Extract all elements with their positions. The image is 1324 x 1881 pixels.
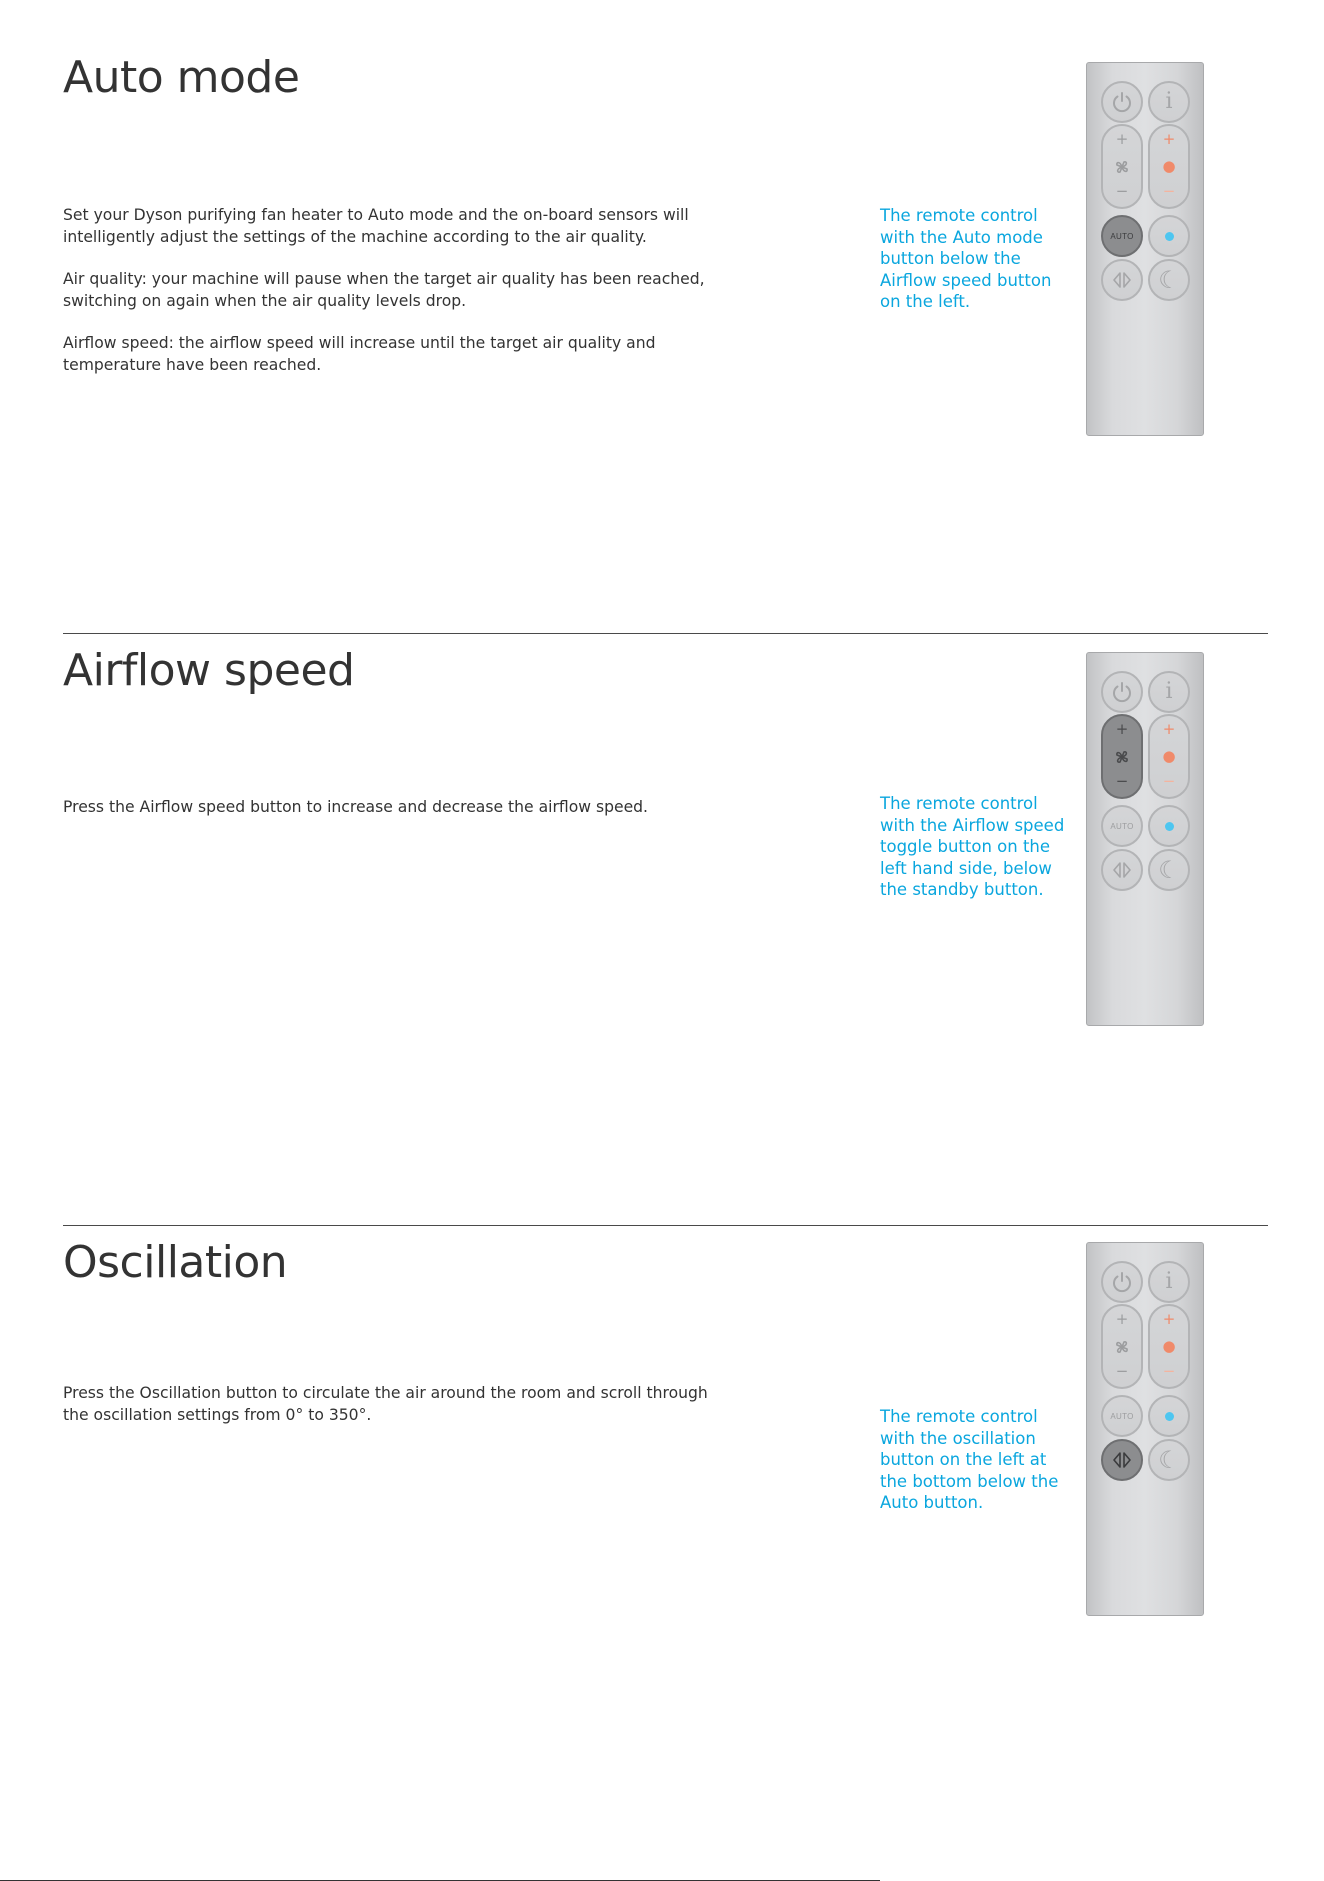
instruction-section bbox=[0, 1186, 1324, 1778]
heat-button bbox=[1148, 1304, 1190, 1389]
body-paragraph: Airflow speed: the airflow speed will increase until the target air quality and temperature have been reached. bbox=[63, 334, 656, 374]
airflow-speed-button bbox=[1101, 124, 1143, 209]
body-paragraph: Press the Airflow speed button to increase and decrease the airflow speed. bbox=[63, 798, 649, 816]
oscillation-button bbox=[1101, 259, 1143, 301]
fan-icon bbox=[1103, 1339, 1141, 1355]
fan-icon bbox=[1103, 159, 1141, 175]
plus-icon: + bbox=[1162, 720, 1176, 738]
auto-icon: AUTO bbox=[1110, 1411, 1134, 1421]
heat-icon: ● bbox=[1162, 1337, 1176, 1355]
oscillation-icon bbox=[1110, 268, 1134, 292]
remote-control-illustration bbox=[1086, 1242, 1204, 1616]
plus-icon: + bbox=[1162, 1310, 1176, 1328]
body-paragraph: Air quality: your machine will pause when the target air quality has been reached, switching on again when the air quality levels drop. bbox=[63, 270, 705, 310]
info-icon: i bbox=[1165, 1269, 1173, 1294]
section-body bbox=[63, 1383, 713, 1447]
power-icon bbox=[1110, 1270, 1134, 1294]
remote-control-illustration bbox=[1086, 652, 1204, 1026]
oscillation-icon bbox=[1110, 858, 1134, 882]
cooling-button bbox=[1148, 215, 1190, 257]
cooling-dot-icon bbox=[1165, 822, 1174, 831]
body-paragraph: Set your Dyson purifying fan heater to Auto mode and the on-board sensors will intelligently adjust the settings of the machine according to the air quality. bbox=[63, 206, 689, 246]
info-button bbox=[1148, 671, 1190, 713]
cooling-dot-icon bbox=[1165, 1412, 1174, 1421]
heat-icon: ● bbox=[1162, 157, 1176, 175]
oscillation-button bbox=[1101, 849, 1143, 891]
auto-button bbox=[1101, 215, 1143, 257]
minus-icon: − bbox=[1115, 182, 1129, 200]
info-icon: i bbox=[1165, 679, 1173, 704]
remote-caption: The remote control with the Airflow speed toggle button on the left hand side, below the standby button. bbox=[880, 794, 1065, 899]
power-icon bbox=[1110, 680, 1134, 704]
power-button bbox=[1101, 81, 1143, 123]
remote-caption: The remote control with the Auto mode button below the Airflow speed button on the left. bbox=[880, 206, 1052, 311]
night-mode-button bbox=[1148, 259, 1190, 301]
power-icon bbox=[1110, 90, 1134, 114]
airflow-speed-button bbox=[1101, 714, 1143, 799]
info-button bbox=[1148, 1261, 1190, 1303]
minus-icon: − bbox=[1162, 182, 1176, 200]
night-mode-icon: ☾ bbox=[1158, 856, 1180, 884]
night-mode-icon: ☾ bbox=[1158, 1446, 1180, 1474]
instruction-section bbox=[0, 593, 1324, 1185]
airflow-speed-button bbox=[1101, 1304, 1143, 1389]
section-title: Auto mode bbox=[63, 52, 300, 103]
minus-icon: − bbox=[1162, 772, 1176, 790]
plus-icon: + bbox=[1162, 130, 1176, 148]
auto-button bbox=[1101, 1395, 1143, 1437]
body-paragraph: Press the Oscillation button to circulate the air around the room and scroll through the oscillation settings from 0° to 350°. bbox=[63, 1384, 708, 1424]
minus-icon: − bbox=[1162, 1362, 1176, 1380]
remote-control-illustration bbox=[1086, 62, 1204, 436]
info-icon: i bbox=[1165, 89, 1173, 114]
cooling-button bbox=[1148, 1395, 1190, 1437]
section-body bbox=[63, 205, 713, 397]
cooling-dot-icon bbox=[1165, 232, 1174, 241]
minus-icon: − bbox=[1115, 1362, 1129, 1380]
plus-icon: + bbox=[1115, 720, 1129, 738]
cooling-button bbox=[1148, 805, 1190, 847]
remote-caption: The remote control with the oscillation button on the left at the bottom below the Auto button. bbox=[880, 1407, 1059, 1512]
plus-icon: + bbox=[1115, 130, 1129, 148]
heat-button bbox=[1148, 714, 1190, 799]
oscillation-button bbox=[1101, 1439, 1143, 1481]
plus-icon: + bbox=[1115, 1310, 1129, 1328]
auto-icon: AUTO bbox=[1110, 821, 1134, 831]
night-mode-icon: ☾ bbox=[1158, 266, 1180, 294]
info-button bbox=[1148, 81, 1190, 123]
heat-button bbox=[1148, 124, 1190, 209]
section-title: Airflow speed bbox=[63, 645, 355, 696]
power-button bbox=[1101, 671, 1143, 713]
auto-button bbox=[1101, 805, 1143, 847]
oscillation-icon bbox=[1110, 1448, 1134, 1472]
minus-icon: − bbox=[1115, 772, 1129, 790]
section-title: Oscillation bbox=[63, 1237, 288, 1288]
night-mode-button bbox=[1148, 1439, 1190, 1481]
heat-icon: ● bbox=[1162, 747, 1176, 765]
power-button bbox=[1101, 1261, 1143, 1303]
night-mode-button bbox=[1148, 849, 1190, 891]
instruction-section bbox=[0, 0, 1324, 592]
section-body bbox=[63, 797, 713, 840]
auto-icon: AUTO bbox=[1110, 231, 1134, 241]
fan-icon bbox=[1103, 749, 1141, 765]
